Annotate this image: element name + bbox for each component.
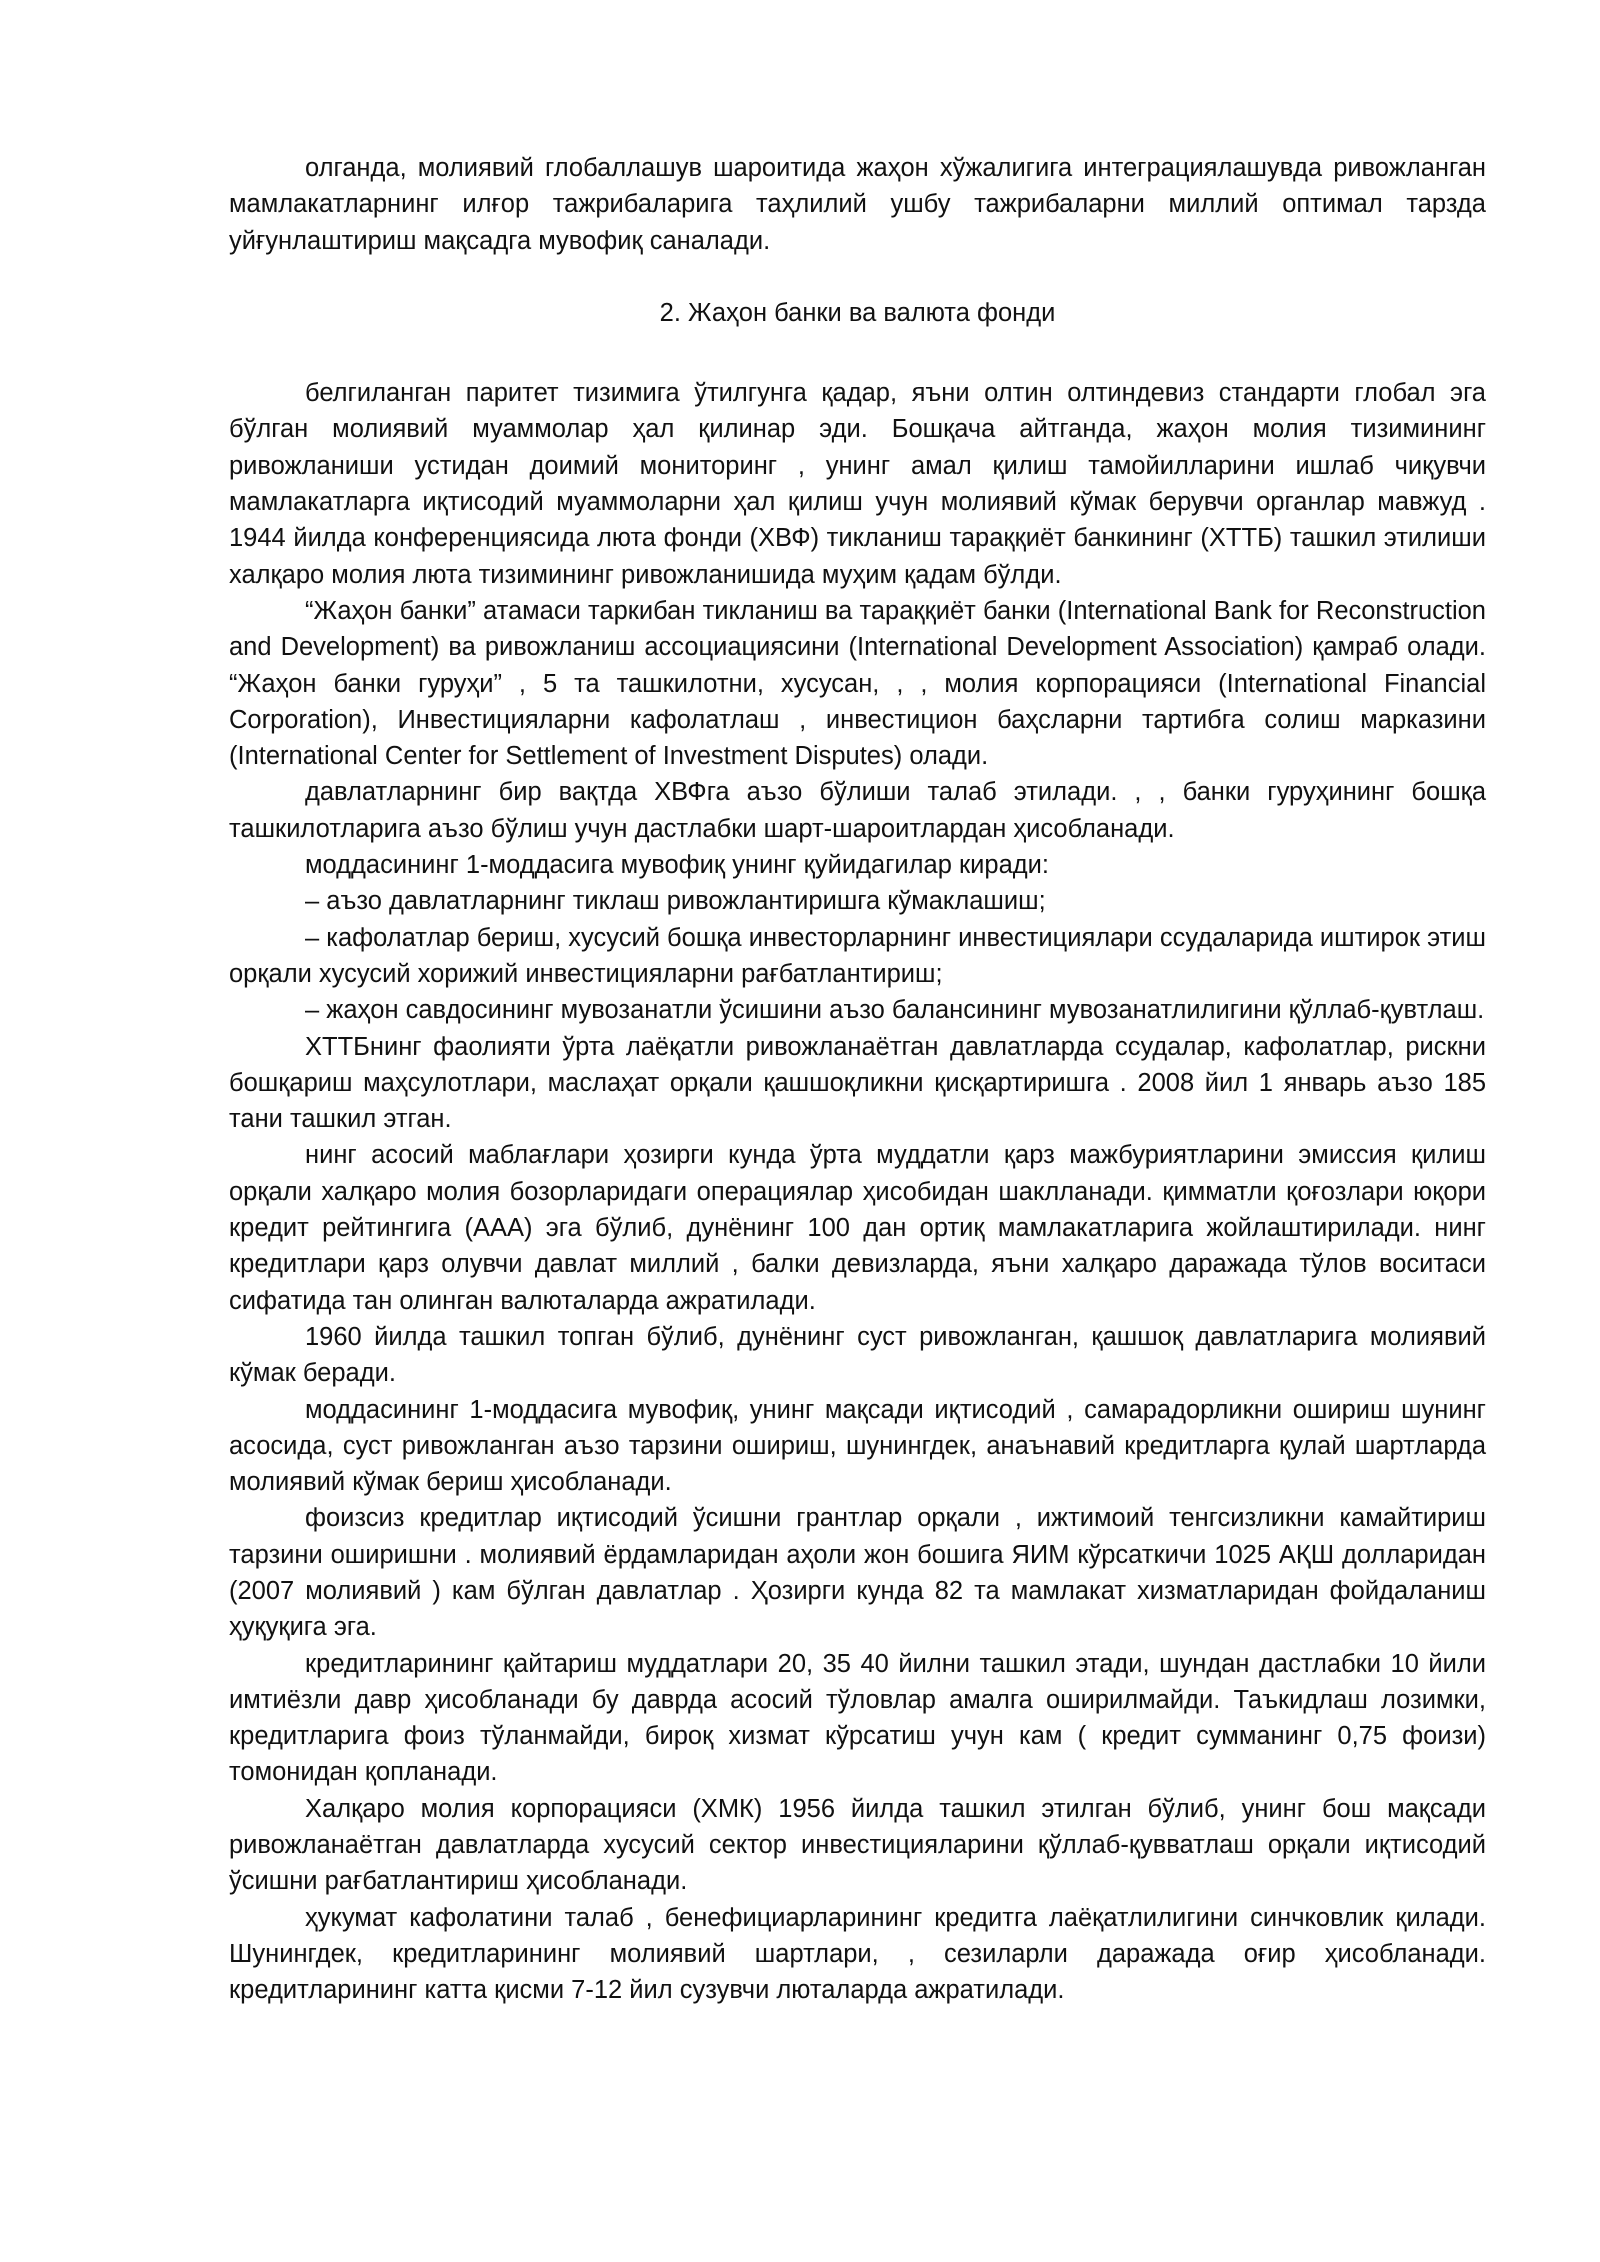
paragraph: Халқаро молия корпорацияси (ХМК) 1956 йилда ташкил этилган бўлиб, унинг бош мақсади ривожланаётган давлатларда хусусий сектор инвестицияларини қўллаб-қувватлаш орқали иқтисодий ўсишни рағбатлантириш ҳисобланади. [229,1794,1486,1896]
list-item: – кафолатлар бериш, хусусий бошқа инвесторларнинг инвестициялари ссудаларида иштирок этиш орқали хусусий хорижий инвестицияларни рағбатлантириш; [229,923,1486,988]
paragraph: кредитларининг қайтариш муддатлари 20, 35 40 йилни ташкил этади, шундан дастлабки 10 йили имтиёзли давр ҳисобланади бу даврда асосий тўловлар амалга оширилмайди. Таъкидлаш лозимки, кредитларига фоиз тўланмайди, бироқ хизмат кўрсатиш учун кам ( кредит сумманинг 0,75 фоизи) томонидан қопланади. [229,1649,1486,1787]
document-page [229,150,1486,2009]
paragraph: белгиланган паритет тизимига ўтилгунга қадар, яъни олтин олтиндевиз стандарти глобал эга бўлган молиявий муаммолар ҳал қилинар эди. Бошқача айтганда, жаҳон молия тизимининг ривожланиши устидан доимий мониторинг , унинг амал қилиш тамойилларини ишлаб чиқувчи мамлакатларга иқтисодий муаммоларни ҳал қилиш учун молиявий кўмак берувчи органлар мавжуд . 1944 йилда конференциясида люта фонди (ХВФ) тикланиш тараққиёт банкининг (ХТТБ) ташкил этилиши халқаро молия люта тизимининг ривожланишида муҳим қадам бўлди. [229,379,1486,589]
paragraph: ХТТБнинг фаолияти ўрта лаёқатли ривожланаётган давлатларда ссудалар, кафолатлар, рискни бошқариш маҳсулотлари, маслаҳат орқали қашшоқликни қисқартиришга . 2008 йил 1 январь аъзо 185 тани ташкил этган. [229,1032,1486,1134]
paragraph: фоизсиз кредитлар иқтисодий ўсишни грантлар орқали , ижтимоий тенгсизликни камайтириш тарзини оширишни . молиявий ёрдамларидан аҳоли жон бошига ЯИМ кўрсаткичи 1025 АҚШ долларидан (2007 молиявий ) кам бўлган давлатлар . Ҳозирги кунда 82 та мамлакат хизматларидан фойдаланиш ҳуқуқига эга. [229,1504,1486,1642]
paragraph: нинг асосий маблағлари ҳозирги кунда ўрта муддатли қарз мажбуриятларини эмиссия қилиш орқали халқаро молия бозорларидаги операциялар ҳисобидан шаклланади. қимматли қоғозлари юқори кредит рейтингига (ААА) эга бўлиб, дунёнинг 100 дан ортиқ мамлакатларига жойлаштирилади. нинг кредитлари қарз олувчи давлат миллий , балки девизларда, яъни халқаро даражада тўлов воситаси сифатида тан олинган валюталарда ажратилади. [229,1141,1486,1315]
paragraph: моддасининг 1-моддасига мувофиқ, унинг мақсади иқтисодий , самарадорликни ошириш шунинг асосида, суст ривожланган аъзо тарзини ошириш, шунингдек, анаънавий кредитларга қулай шартларда молиявий кўмак бериш ҳисобланади. [229,1395,1486,1497]
list-item: – аъзо давлатларнинг тиклаш ривожлантиришга кўмаклашиш; [305,887,1046,916]
paragraph: “Жаҳон банки” атамаси таркибан тикланиш ва тараққиёт банки (International Bank for Reconstruction and Development) ва ривожланиш ассоциациясини (International Development Association) қамраб олади. “Жаҳон банки гуруҳи” , 5 та ташкилотни, хусусан, , , молия корпорацияси (International Financial Corporation), Инвестицияларни кафолатлаш , инвестицион баҳсларни тартибга солиш марказини (International Center for Settlement of Investment Disputes) олади. [229,596,1486,771]
intro-paragraph: олганда, молиявий глобаллашув шароитида жаҳон хўжалигига интеграциялашувда ривожланган мамлакатларнинг илғор тажрибаларига таҳлилий ушбу тажрибаларни миллий оптимал тарзда уйғунлаштириш мақсадга мувофиқ саналади. [229,154,1486,255]
list-item: – жаҳон савдосининг мувозанатли ўсишини аъзо балансининг мувозанатлилигини қўллаб-қувтлаш. [305,996,1485,1025]
paragraph: 1960 йилда ташкил топган бўлиб, дунёнинг суст ривожланган, қашшоқ давлатларига молиявий кўмак беради. [229,1322,1486,1388]
paragraph: давлатларнинг бир вақтда ХВФга аъзо бўлиши талаб этилади. , , банки гуруҳининг бошқа ташкилотларига аъзо бўлиш учун дастлабки шарт-шароитлардан ҳисобланади. [229,778,1486,843]
paragraph: ҳукумат кафолатини талаб , бенефициарларининг кредитга лаёқатлилигини синчковлик қилади. Шунингдек, кредитларининг молиявий шартлари, , сезиларли даражада оғир ҳисобланади. кредитларининг катта қисми 7-12 йил сузувчи люталарда ажратилади. [229,1903,1486,2005]
section-heading: 2. Жаҳон банки ва валюта фонди [659,298,1056,327]
paragraph: моддасининг 1-моддасига мувофиқ унинг қуйидагилар киради: [305,851,1049,880]
